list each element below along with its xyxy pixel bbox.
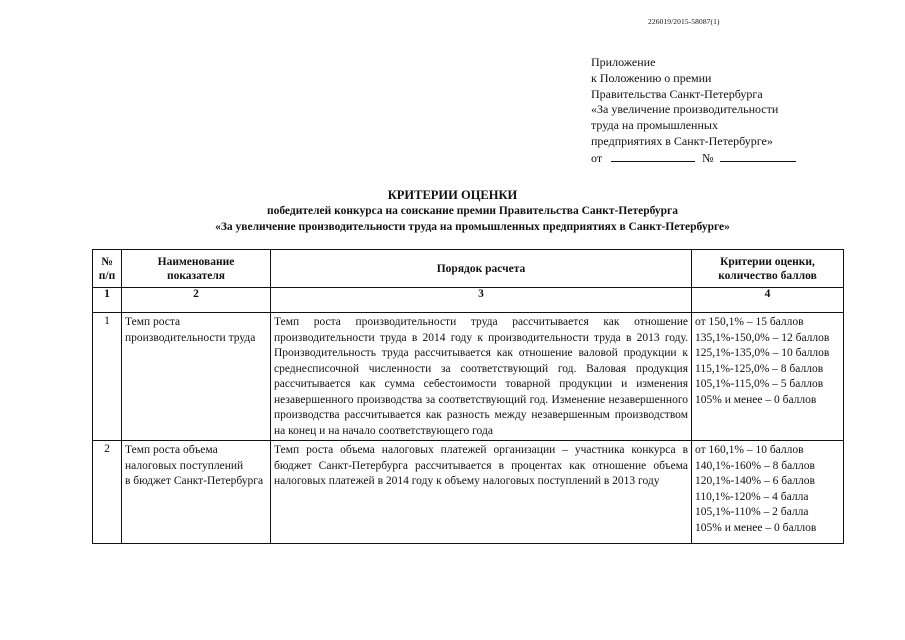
row-number: 2 <box>93 441 122 544</box>
criteria-line: 125,1%-135,0% – 10 баллов <box>695 347 830 359</box>
appendix-date-number-line <box>591 150 796 167</box>
indicator-name-line: налоговых поступлений <box>125 459 244 472</box>
column-number-row <box>93 288 844 313</box>
criteria-line: 105,1%-110% – 2 балла <box>695 506 809 518</box>
appendix-line: предприятиях в Санкт-Петербурге» <box>591 133 773 148</box>
appendix-line: Приложение <box>591 55 656 69</box>
appendix-line: «За увеличение производительности <box>591 102 779 117</box>
document-title: КРИТЕРИИ ОЦЕНКИ <box>387 188 518 202</box>
score-criteria <box>692 313 844 441</box>
number-label: № <box>702 150 714 165</box>
indicator-name <box>122 441 271 544</box>
criteria-line: 120,1%-140% – 6 баллов <box>695 475 815 487</box>
criteria-line: 110,1%-120% – 4 балла <box>695 490 809 503</box>
header-name: Наименование показателя <box>122 250 271 288</box>
indicator-name <box>122 313 271 441</box>
criteria-line: 140,1%-160% – 8 баллов <box>695 459 815 472</box>
table-row <box>93 313 844 441</box>
criteria-line: 105,1%-115,0% – 5 баллов <box>695 378 824 390</box>
document-title-block <box>0 187 905 235</box>
table-header-row <box>93 250 844 288</box>
row-number: 1 <box>93 313 122 441</box>
appendix-line: труда на промышленных <box>591 118 718 133</box>
col-number: 1 <box>93 288 122 313</box>
col-number: 4 <box>692 288 844 313</box>
score-criteria <box>692 441 844 544</box>
criteria-table <box>92 249 844 544</box>
appendix-line: к Положению о премии <box>591 70 712 85</box>
header-criteria: Критерии оценки, количество баллов <box>692 250 844 288</box>
criteria-line: от 150,1% – 15 баллов <box>695 316 804 328</box>
document-subtitle: победителей конкурса на соискание премии Правительства Санкт-Петербурга <box>266 205 679 217</box>
award-name: «За увеличение производительности труда на промышленных предприятиях в Санкт-Петербурге» <box>215 220 730 233</box>
col-number: 3 <box>271 288 692 313</box>
criteria-line: от 160,1% – 10 баллов <box>695 444 804 456</box>
number-blank <box>720 150 796 162</box>
col-number: 2 <box>122 288 271 313</box>
calculation-procedure: Темп роста объема налоговых платежей организации – участника конкурса в бюджет Санкт-Петербурга рассчитывается в процентах как отношение объема налоговых платежей в 2014 году к объему налоговых поступлений в 2013 году <box>271 441 692 544</box>
indicator-name-line: производительности труда <box>125 331 256 344</box>
header-no: № п/п <box>93 250 122 288</box>
criteria-line: 135,1%-150,0% – 12 баллов <box>695 331 830 344</box>
date-blank <box>611 150 695 162</box>
appendix-line: Правительства Санкт-Петербурга <box>591 86 763 101</box>
header-procedure: Порядок расчета <box>271 250 692 288</box>
indicator-name-line: в бюджет Санкт-Петербурга <box>125 475 264 487</box>
indicator-name-line: Темп роста <box>125 316 181 328</box>
calculation-procedure: Темп роста производительности труда рассчитывается как отношение производительности труда в 2014 году к производительности труда в 2013 году. Производительность труда рассчитывается как отношение валовой продукции к среднесписочной численности за соответствующий год. Валовая продукция рассчитывается как сумма себестоимости товарной продукции и изменения незавершенного производства за соответствующий год. Изменение незавершенного производства рассчитывается как разность между незавершенным производством на конец и на начало соответствующего года <box>271 313 692 441</box>
indicator-name-line: Темп роста объема <box>125 444 218 456</box>
criteria-line: 105% и менее – 0 баллов <box>695 393 817 406</box>
criteria-line: 115,1%-125,0% – 8 баллов <box>695 362 824 375</box>
criteria-line: 105% и менее – 0 баллов <box>695 521 817 534</box>
appendix-block <box>591 55 796 167</box>
from-label: от <box>591 150 603 165</box>
table-row <box>93 441 844 544</box>
document-id: 226019/2015-58087(1) <box>648 17 720 26</box>
